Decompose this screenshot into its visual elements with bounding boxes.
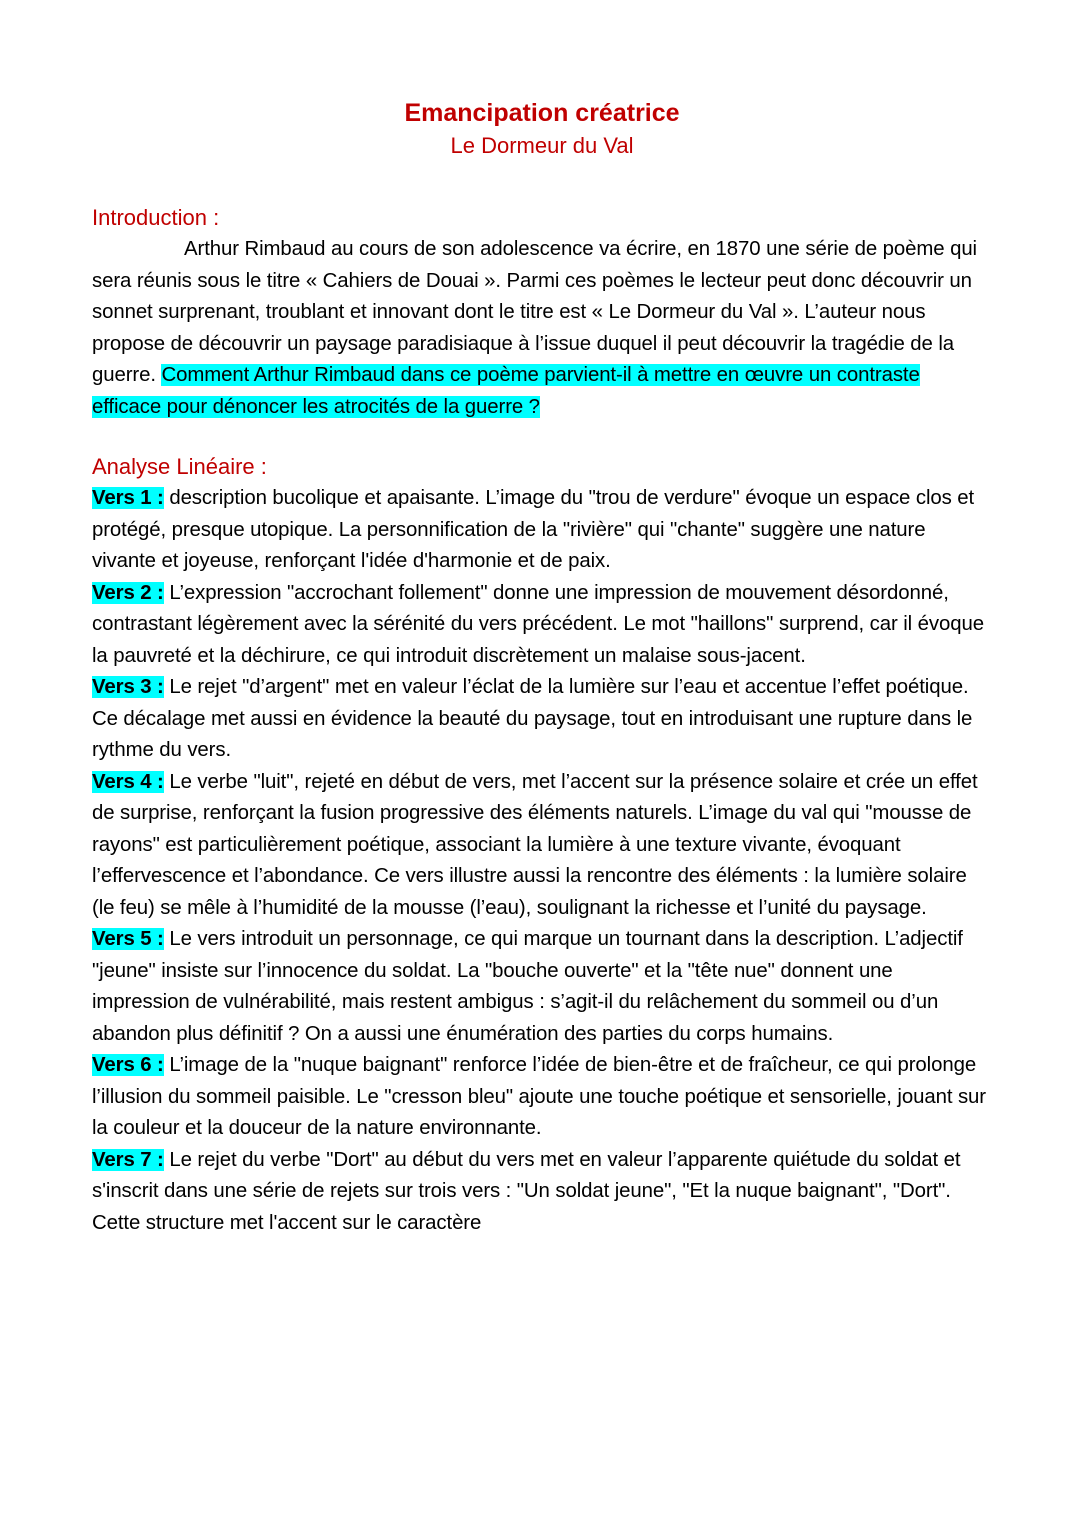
vers-label-7: Vers 7 : xyxy=(92,1148,164,1171)
vers-paragraph-5 xyxy=(92,924,992,1050)
vers-label-1: Vers 1 : xyxy=(92,487,164,509)
introduction-paragraph xyxy=(92,234,992,423)
vers-text-5: Le vers introduit un personnage, ce qui marque un tournant dans la description. L’adjectif "jeune" insiste sur l’innocence du soldat. La "bouche ouverte" et la "tête nue" donnent une impression de vulnérabilité, mais restent ambigus : s’agit-il du relâchement du sommeil ou d’un abandon plus définitif ? On a aussi une énumération des parties du corps humains. xyxy=(92,928,963,1045)
vers-text-3: Le rejet "d’argent" met en valeur l’éclat de la lumière sur l’eau et accentue l’effet poétique. Ce décalage met aussi en évidence la beauté du paysage, tout en introduisant une rupture dans le rythme du vers. xyxy=(92,676,973,761)
vers-text-1: description bucolique et apaisante. L’image du "trou de verdure" évoque un espace clos et protégé, presque utopique. La personnification de la "rivière" qui "chante" suggère une nature vivante et joyeuse, renforçant l'idée d'harmonie et de paix. xyxy=(92,487,975,572)
introduction-text: Arthur Rimbaud au cours de son adolescence va écrire, en 1870 une série de poème qui sera réunis sous le titre « Cahiers de Douai ». Parmi ces poèmes le lecteur peut donc découvrir un sonnet surprenant, troublant et innovant dont le titre est « Le Dormeur du Val ». L’auteur nous propose de découvrir un paysage paradisiaque à l’issue duquel il peut découvrir la tragédie de la guerre. xyxy=(92,238,977,386)
document-subtitle: Le Dormeur du Val xyxy=(450,133,634,158)
vers-text-2: L’expression "accrochant follement" donne une impression de mouvement désordonné, contrastant légèrement avec la sérénité du vers précédent. Le mot "haillons" surprend, car il évoque la pauvreté et la déchirure, ce qui introduit discrètement un malaise sous-jacent. xyxy=(92,581,984,667)
vers-label-6: Vers 6 : xyxy=(92,1054,164,1076)
vers-text-7: Le rejet du verbe "Dort" au début du vers met en valeur l’apparente quiétude du soldat et s'inscrit dans une série de rejets sur trois vers : "Un soldat jeune", "Et la nuque baignant", "Dort". Cette structure met l'accent sur le caractère xyxy=(92,1148,961,1234)
vers-paragraph-7 xyxy=(92,1145,992,1240)
vers-paragraph-2 xyxy=(92,578,992,673)
vers-label-3: Vers 3 : xyxy=(92,676,164,698)
vers-paragraph-6 xyxy=(92,1050,992,1145)
document-title: Emancipation créatrice xyxy=(404,99,680,127)
vers-label-5: Vers 5 : xyxy=(92,928,164,950)
vers-label-2: Vers 2 : xyxy=(92,581,164,604)
analyse-heading: Analyse Linéaire : xyxy=(92,454,267,479)
vers-text-4: Le verbe "luit", rejeté en début de vers, met l’accent sur la présence solaire et crée un effet de surprise, renforçant la fusion progressive des éléments naturels. L’image du val qui "mousse de rayons" est particulièrement poétique, associant la lumière à une texture vivante, évoquant l’effervescence et l’abondance. Ce vers illustre aussi la rencontre des éléments : la lumière solaire (le feu) se mêle à l’humidité de la mousse (l’eau), soulignant la richesse et l’unité du paysage. xyxy=(92,770,978,919)
problematique-highlight: Comment Arthur Rimbaud dans ce poème parvient-il à mettre en œuvre un contraste efficace pour dénoncer les atrocités de la guerre ? xyxy=(92,364,920,418)
document-page xyxy=(92,96,992,1239)
vers-paragraph-4 xyxy=(92,767,992,925)
vers-paragraph-1 xyxy=(92,483,992,578)
vers-label-4: Vers 4 : xyxy=(92,770,164,793)
introduction-heading: Introduction : xyxy=(92,205,220,230)
vers-text-6: L’image de la "nuque baignant" renforce l’idée de bien-être et de fraîcheur, ce qui prolonge l’illusion du sommeil paisible. Le "cresson bleu" ajoute une touche poétique et sensorielle, jouant sur la couleur et la douceur de la nature environnante. xyxy=(92,1054,986,1139)
vers-paragraph-3 xyxy=(92,672,992,767)
